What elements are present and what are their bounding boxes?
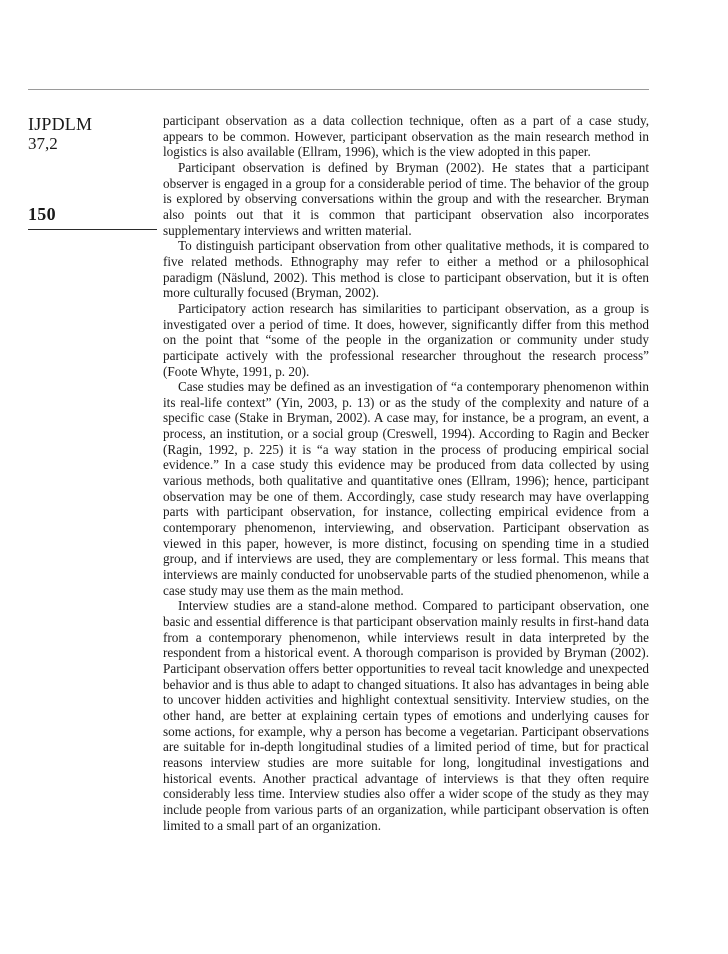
paragraph: Participatory action research has similarities to participant observation, as a group is investigated over a period of time. It does, however, significantly differ from this method on the point that “some of the people in the organization or community under study participate actively with the professional researcher throughout the research process” (Foote Whyte, 1991, p. 20). (163, 300, 649, 379)
page-number: 150 (28, 204, 56, 224)
paragraph: Participant observation is defined by Bryman (2002). He states that a participant observer is engaged in a group for a considerable period of time. The behavior of the group is explored by observing conversations within the group and with the researcher. Bryman also points out that it is common that participant observation also incorporates supplementary interviews and written material. (163, 159, 649, 238)
top-rule (28, 89, 649, 90)
body-text (163, 113, 649, 833)
paragraph: Case studies may be defined as an investigation of “a contemporary phenomenon within its real-life context” (Yin, 2003, p. 13) or as the study of the complexity and nature of a specific case (Stake in Bryman, 2002). A case may, for instance, be a program, an event, a process, an institution, or a social group (Creswell, 1994). According to Ragin and Becker (Ragin, 1992, p. 225) it is “a way station in the process of producing empirical social evidence.” In a case study this evidence may be produced from data collected by using various methods, both qualitative and quantitative ones (Ellram, 1996); hence, participant observation may be one of them. Accordingly, case study research may have overlapping parts with participant observation, for instance, collecting empirical evidence from a contemporary phenomenon, interviewing, and observation. Participant observation as viewed in this paper, however, is more distinct, focusing on spending time in a studied group, and if interviews are used, they are complementary or less formal. This means that interviews are mainly conducted for unobservable parts of the studied phenomenon, while a case study may use them as the main method. (163, 379, 649, 598)
running-head (28, 114, 156, 154)
page-number-rule (28, 229, 157, 230)
paragraph: participant observation as a data collection technique, often as a part of a case study, appears to be common. However, participant observation as the main research method in logistics is also available (Ellram, 1996), which is the view adopted in this paper. (163, 113, 649, 160)
volume-issue: 37,2 (28, 134, 58, 153)
paragraph: To distinguish participant observation from other qualitative methods, it is compared to five related methods. Ethnography may refer to either a method or a philosophical paradigm (Näslund, 2002). This method is close to participant observation, but it is often more culturally focused (Bryman, 2002). (163, 238, 649, 301)
paragraph: Interview studies are a stand-alone method. Compared to participant observation, one basic and essential difference is that participant observation mainly results in first-hand data from a contemporary phenomenon, while interviews result in data interpreted by the respondent from a historical event. A thorough comparison is provided by Bryman (2002). Participant observation offers better opportunities to reveal tacit knowledge and unexpected behavior and is thus able to adapt to changed situations. It also has advantages in being able to uncover hidden activities and highlight contextual sensitivity. Interview studies, on the other hand, are better at explaining certain types of emotions and underlying causes for some actions, for example, why a person has become a vegetarian. Participant observations are suitable for in-depth longitudinal studies of a limited period of time, but for practical reasons interview studies are more suitable for long, longitudinal investigations and historical events. Another practical advantage of interviews is that they often require considerably less time. Interview studies also offer a wider scope of the study as they may include people from various parts of an organization, while participant observation is often limited to a small part of an organization. (163, 598, 649, 833)
journal-name: IJPDLM (28, 114, 93, 134)
